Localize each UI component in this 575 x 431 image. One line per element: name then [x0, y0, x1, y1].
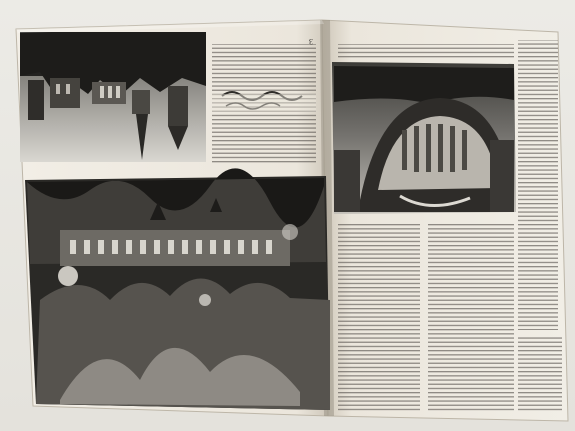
photo-street-church: [20, 32, 206, 162]
photo-palace-square: [25, 168, 330, 410]
left-page-article-text: [212, 44, 316, 164]
photo-arch-bridge: [332, 62, 516, 214]
page-number: 3: [309, 37, 313, 46]
